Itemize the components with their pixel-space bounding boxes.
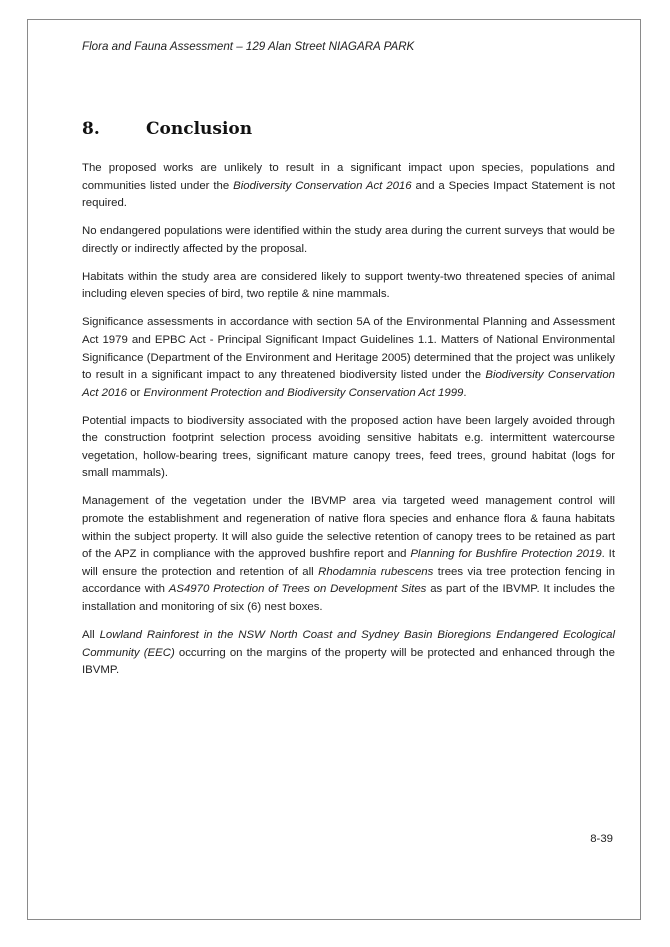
document-page bbox=[27, 19, 641, 920]
italic-run: AS4970 Protection of Trees on Development Sites bbox=[168, 583, 427, 596]
section-heading bbox=[82, 119, 252, 139]
section-title: Conclusion bbox=[146, 119, 253, 139]
text-run: trees via tree protection fencing in accordance with bbox=[82, 565, 615, 596]
italic-run: Planning for Bushfire Protection 2019 bbox=[410, 548, 602, 561]
paragraph-5 bbox=[82, 413, 615, 483]
text-run: The proposed works are unlikely to result in a significant impact upon species, populations and communities listed under the bbox=[82, 162, 615, 192]
paragraph-7 bbox=[82, 627, 615, 680]
text-run: as part of the IBVMP. It includes the installation and monitoring of six (6) nest boxes. bbox=[82, 583, 616, 614]
text-run: . bbox=[463, 386, 467, 399]
text-run: occurring on the margins of the property will be protected and enhanced through the IBVMP. bbox=[82, 646, 615, 677]
italic-run: Biodiversity Conservation Act 2016 bbox=[82, 369, 615, 399]
text-run: Management of the vegetation under the IBVMP area via targeted weed management control will promote the establishment and regeneration of native flora species and enhance flora & fauna habitats within the subject property. It will also guide the selective retention of canopy trees to be retained as part of the APZ in compliance with the approved bushfire report and bbox=[82, 495, 615, 561]
body-text bbox=[82, 160, 615, 690]
italic-run: Lowland Rainforest in the NSW North Coast and Sydney Basin Bioregions Endangered Ecological Community (EEC) bbox=[82, 629, 615, 659]
text-run: . It will ensure the protection and retention of all bbox=[82, 548, 615, 578]
running-header: Flora and Fauna Assessment – 129 Alan Street NIAGARA PARK bbox=[82, 40, 415, 53]
text-run: All bbox=[82, 629, 100, 641]
paragraph-1 bbox=[82, 160, 615, 213]
paragraph-4 bbox=[82, 314, 615, 402]
text-run: Potential impacts to biodiversity associated with the proposed action have been largely avoided through the construction footprint selection process avoiding sensitive habitats e.g. intermittent watercourse vegetation, hollow-bearing trees, significant mature canopy trees, feed trees, ground habitat (logs for small mammals). bbox=[82, 414, 615, 480]
italic-run: Rhodamnia rubescens bbox=[318, 565, 434, 578]
text-run: No endangered populations were identified within the study area during the current surveys that would be directly or indirectly affected by the proposal. bbox=[82, 225, 615, 255]
text-run: Habitats within the study area are considered likely to support twenty-two threatened species of animal including eleven species of bird, two reptile & nine mammals. bbox=[82, 270, 615, 301]
text-run: Significance assessments in accordance with section 5A of the Environmental Planning and Assessment Act 1979 and EPBC Act - Principal Significant Impact Guidelines 1.1. Matters of National Environmental Significance (Department of the Environment and Heritage 2005) determined that the project was unlikely to result in a significant impact to any threatened biodiversity listed under the bbox=[82, 316, 615, 382]
paragraph-2 bbox=[82, 223, 615, 258]
paragraph-3 bbox=[82, 269, 615, 304]
italic-run: Environment Protection and Biodiversity Conservation Act 1999 bbox=[143, 386, 464, 399]
paragraph-6 bbox=[82, 493, 615, 616]
page-number: 8-39 bbox=[590, 833, 613, 845]
section-number: 8. bbox=[82, 119, 100, 139]
italic-run: Biodiversity Conservation Act 2016 bbox=[233, 179, 412, 192]
text-run: or bbox=[126, 386, 144, 399]
text-run: and a Species Impact Statement is not required. bbox=[82, 179, 615, 210]
